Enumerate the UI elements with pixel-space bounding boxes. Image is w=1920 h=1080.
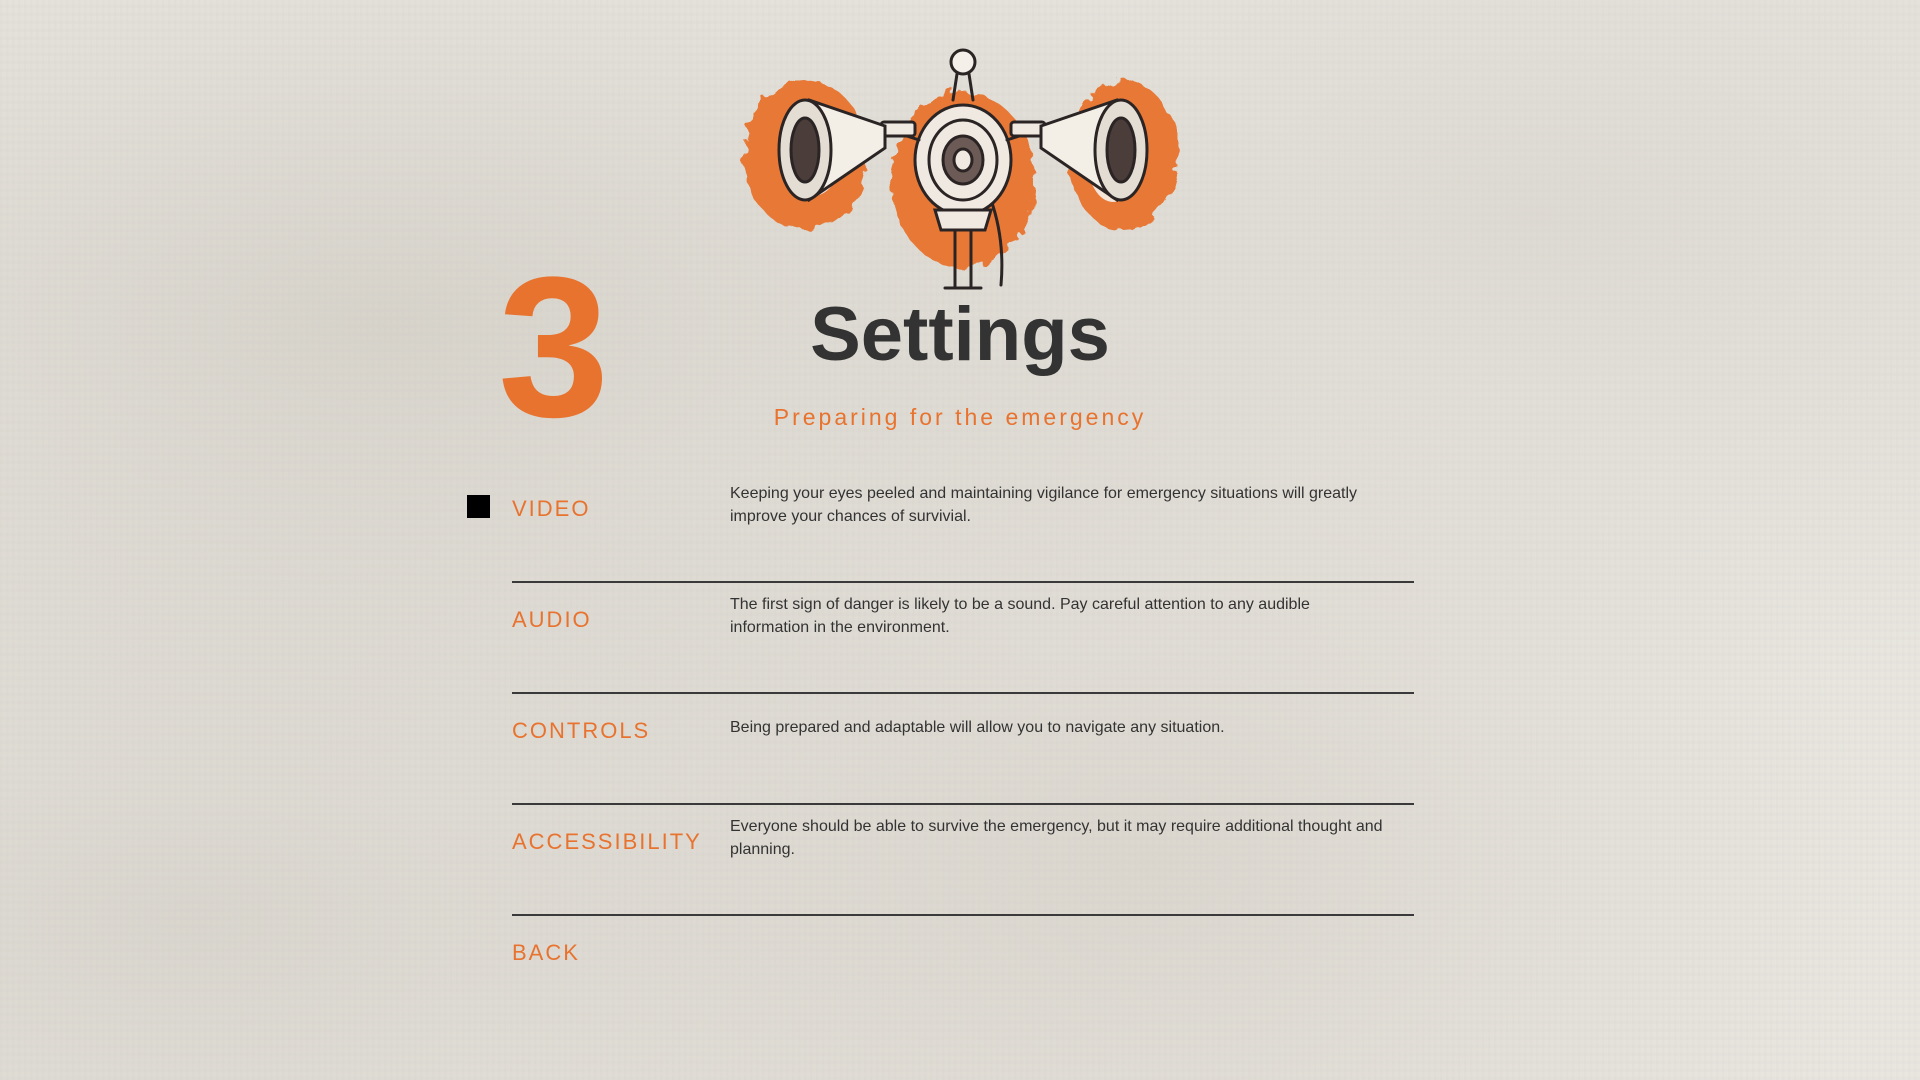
menu-item-controls[interactable]	[512, 694, 1414, 805]
siren-loudspeakers-icon	[705, 30, 1215, 290]
menu-item-description: Keeping your eyes peeled and maintaining vigilance for emergency situations will greatly improve your chances of survivial.	[730, 485, 1358, 525]
selection-indicator	[467, 495, 490, 518]
page-subtitle: Preparing for the emergency	[773, 404, 1147, 430]
chapter-number: 3	[498, 236, 606, 459]
settings-menu	[512, 472, 1414, 1025]
menu-item-description: Being prepared and adaptable will allow you to navigate any situation.	[730, 719, 1225, 736]
menu-item-label: VIDEO	[512, 496, 591, 521]
menu-item-label: ACCESSIBILITY	[512, 829, 702, 854]
menu-item-description: The first sign of danger is likely to be a sound. Pay careful attention to any audible information in the environment.	[730, 596, 1310, 636]
page-title: Settings	[810, 292, 1110, 377]
menu-item-label: BACK	[512, 940, 580, 965]
menu-item-audio[interactable]	[512, 583, 1414, 694]
menu-item-description: Everyone should be able to survive the emergency, but it may require additional thought and planning.	[730, 818, 1383, 858]
menu-item-label: CONTROLS	[512, 718, 651, 743]
menu-item-label: AUDIO	[512, 607, 592, 632]
menu-item-back[interactable]	[512, 916, 1414, 1025]
menu-item-accessibility[interactable]	[512, 805, 1414, 916]
menu-item-video[interactable]	[512, 472, 1414, 583]
